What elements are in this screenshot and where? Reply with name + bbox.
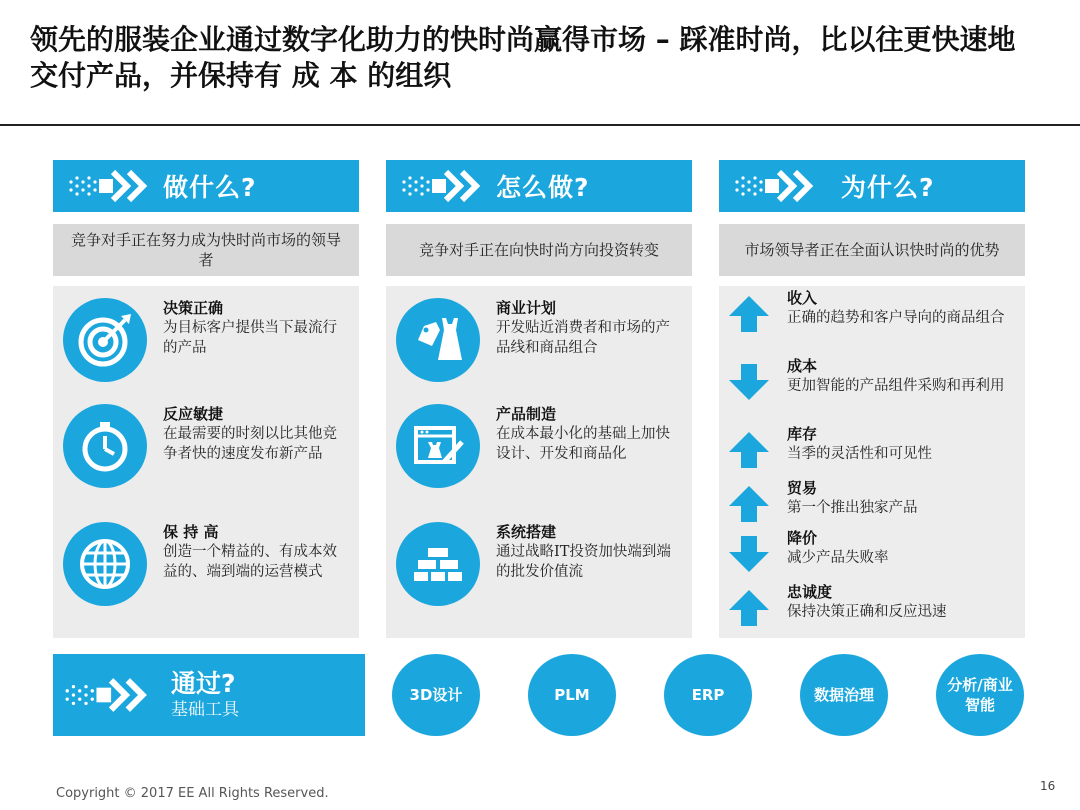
arrow-down-icon	[727, 362, 771, 402]
item-desc: 减少产品失败率	[787, 550, 889, 566]
column-header	[386, 160, 692, 212]
item-title: 保 持 高	[163, 523, 219, 541]
stopwatch-icon	[63, 404, 147, 488]
item-desc: 开发贴近消费者和市场的产品线和商品组合	[496, 320, 670, 356]
title-divider	[0, 124, 1080, 126]
item-title: 商业计划	[496, 299, 557, 317]
item-desc: 第一个推出独家产品	[787, 500, 918, 516]
list-item	[727, 528, 1019, 574]
chevron-arrows-icon	[733, 169, 821, 203]
column-why	[719, 160, 1025, 638]
target-icon	[63, 298, 147, 382]
design-window-icon	[396, 404, 480, 488]
item-title: 忠诚度	[787, 583, 833, 601]
arrow-up-icon	[727, 588, 771, 628]
list-item	[727, 478, 1019, 524]
item-desc: 为目标客户提供当下最流行的产品	[163, 320, 337, 356]
list-item	[63, 522, 351, 606]
column-header	[53, 160, 359, 212]
tool-plm: PLM	[528, 654, 616, 736]
list-item	[396, 522, 684, 606]
item-desc: 创造一个精益的、有成本效益的、端到端的运营模式	[163, 544, 337, 580]
column-header	[719, 160, 1025, 212]
item-desc: 更加智能的产品组件采购和再利用	[787, 378, 1005, 394]
arrow-down-icon	[727, 534, 771, 574]
globe-icon	[63, 522, 147, 606]
chevron-arrows-icon	[400, 169, 488, 203]
item-desc: 正确的趋势和客户导向的商品组合	[787, 310, 1005, 326]
tool-data-governance: 数据治理	[800, 654, 888, 736]
item-desc: 当季的灵活性和可见性	[787, 446, 932, 462]
column-what	[53, 160, 359, 638]
item-desc: 通过战略IT投资加快端到端的批发价值流	[496, 544, 671, 580]
tool-3d-design: 3D设计	[392, 654, 480, 736]
arrow-up-icon	[727, 294, 771, 334]
item-desc: 保持决策正确和反应迅速	[787, 604, 947, 620]
tool-erp: ERP	[664, 654, 752, 736]
dress-tag-icon	[396, 298, 480, 382]
column-how	[386, 160, 692, 638]
arrow-up-icon	[727, 430, 771, 470]
column-body	[719, 286, 1025, 638]
item-title: 成本	[787, 357, 818, 375]
item-title: 反应敏捷	[163, 405, 224, 423]
item-title: 收入	[787, 289, 818, 307]
item-title: 系统搭建	[496, 523, 557, 541]
chevron-arrows-icon	[63, 677, 155, 713]
column-heading: 做什么?	[163, 173, 257, 202]
item-title: 降价	[787, 529, 818, 547]
gold-bars-icon	[396, 522, 480, 606]
item-title: 产品制造	[496, 405, 557, 423]
item-title: 决策正确	[163, 299, 224, 317]
page-title: 领先的服装企业通过数字化助力的快时尚赢得市场 – 踩准时尚，比以往更快速地交付产品，并保持有 成 本 的组织	[30, 23, 1016, 92]
chevron-arrows-icon	[67, 169, 155, 203]
tools-subtitle: 基础工具	[171, 700, 239, 720]
item-desc: 在最需要的时刻以比其他竞争者快的速度发布新产品	[163, 426, 337, 462]
arrow-up-icon	[727, 484, 771, 524]
list-item	[727, 356, 1019, 402]
list-item	[63, 404, 351, 488]
column-subheading: 市场领导者正在全面认识快时尚的优势	[719, 224, 1025, 276]
column-body	[386, 286, 692, 638]
list-item	[63, 298, 351, 382]
column-heading: 为什么?	[841, 173, 935, 202]
column-subheading: 竞争对手正在努力成为快时尚市场的领导者	[53, 224, 359, 276]
list-item	[727, 288, 1019, 334]
column-body	[53, 286, 359, 638]
item-title: 贸易	[787, 479, 818, 497]
copyright-footer: Copyright © 2017 EE All Rights Reserved.	[56, 786, 329, 801]
list-item	[396, 298, 684, 382]
list-item	[396, 404, 684, 488]
tools-title: 通过?	[171, 669, 236, 698]
tools-panel	[53, 654, 365, 736]
column-subheading: 竞争对手正在向快时尚方向投资转变	[386, 224, 692, 276]
column-heading: 怎么做?	[496, 173, 590, 202]
page-number: 16	[1040, 779, 1056, 793]
item-title: 库存	[787, 425, 818, 443]
list-item	[727, 582, 1019, 628]
item-desc: 在成本最小化的基础上加快设计、开发和商品化	[496, 426, 670, 462]
list-item	[727, 424, 1019, 470]
tool-analytics-bi: 分析/商业智能	[936, 654, 1024, 736]
